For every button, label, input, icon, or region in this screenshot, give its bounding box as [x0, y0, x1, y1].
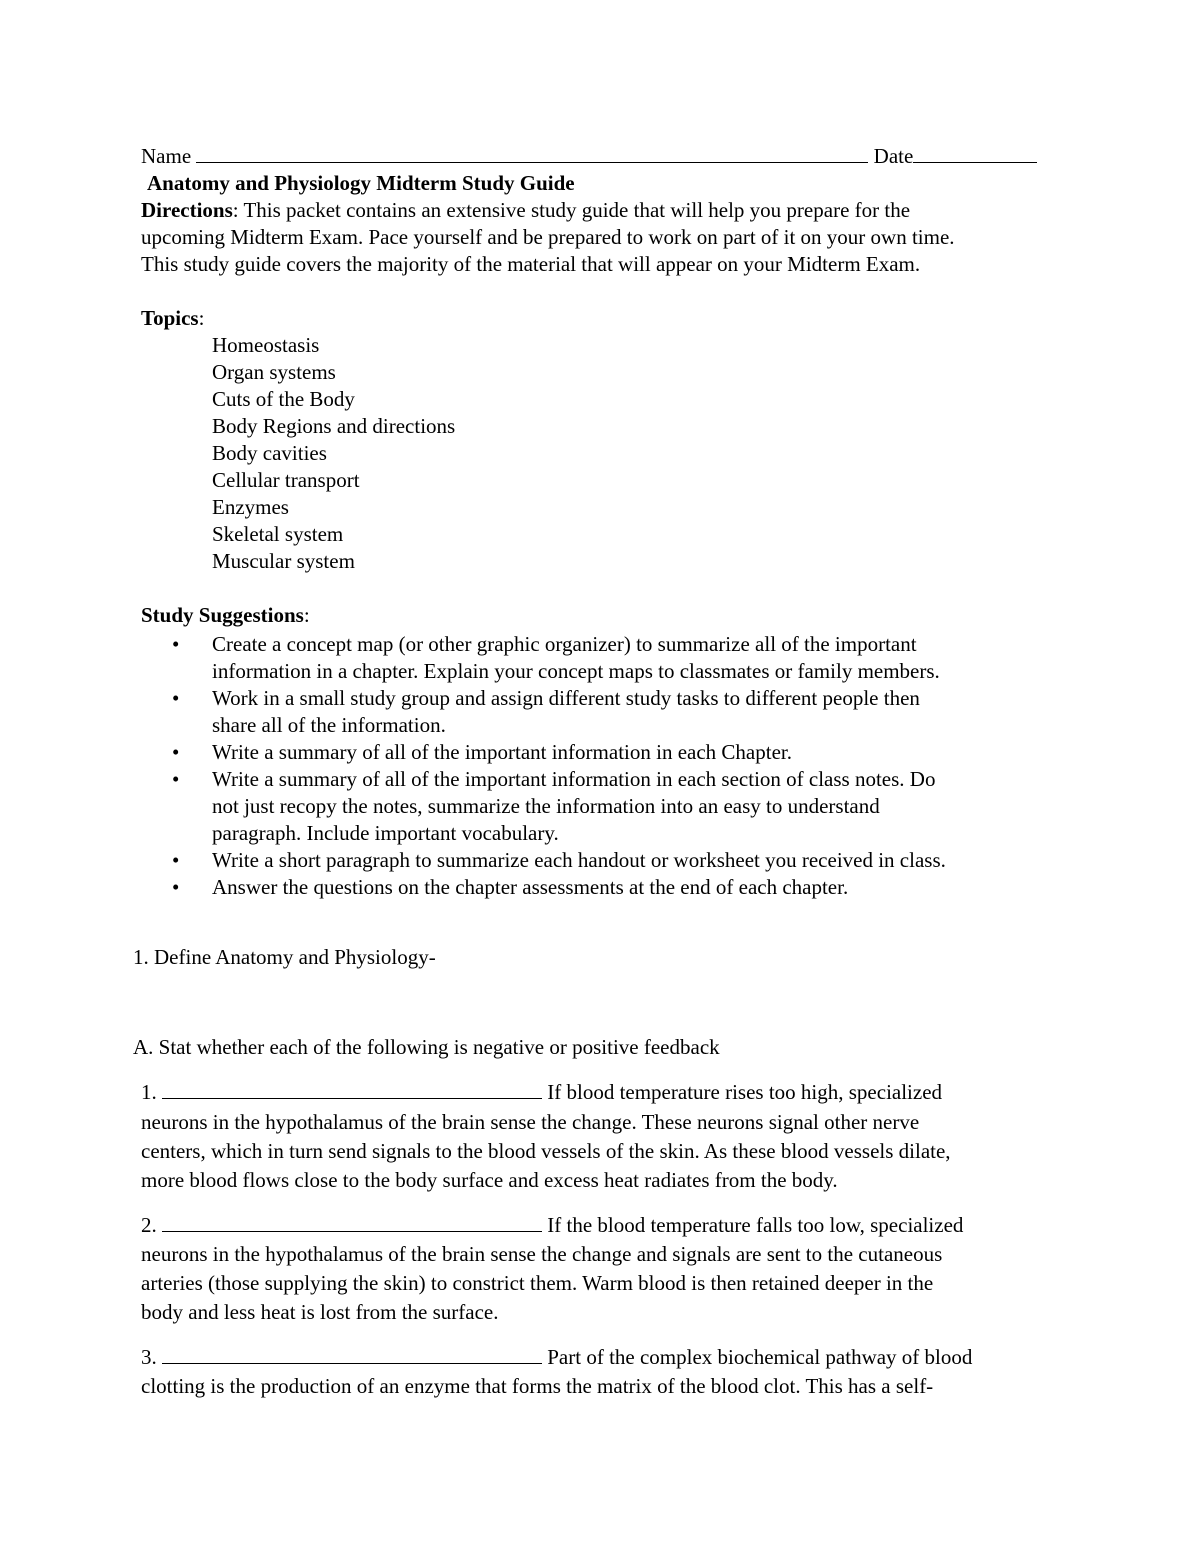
bullet-icon: • [172, 632, 180, 656]
answer-blank[interactable] [162, 1345, 542, 1364]
topic-item: Cuts of the Body [212, 387, 355, 411]
section-a-heading: A. Stat whether each of the following is negative or positive feedback [133, 1035, 720, 1059]
suggestions-heading [141, 602, 310, 629]
topic-item: Skeletal system [212, 522, 344, 546]
bullet-icon: • [172, 686, 180, 710]
item-text-line: arteries (those supplying the skin) to constrict them. Warm blood is then retained deeper in the [141, 1271, 934, 1295]
topic-item: Muscular system [212, 549, 355, 573]
suggestion-line: Work in a small study group and assign different study tasks to different people then [212, 686, 920, 710]
suggestion-line: Write a summary of all of the important information in each section of class notes. Do [212, 767, 936, 791]
topic-item: Cellular transport [212, 468, 360, 492]
bullet-icon: • [172, 740, 180, 764]
feedback-item-1 [141, 1079, 942, 1106]
topic-item: Body Regions and directions [212, 414, 456, 438]
document-title: Anatomy and Physiology Midterm Study Guide [147, 171, 575, 195]
suggestion-line: share all of the information. [212, 713, 446, 737]
suggestion-line: Answer the questions on the chapter assessments at the end of each chapter. [212, 875, 849, 899]
suggestion-line: Write a short paragraph to summarize each handout or worksheet you received in class. [212, 848, 946, 872]
item-text-line: centers, which in turn send signals to the blood vessels of the skin. As these blood vessels dilate, [141, 1139, 951, 1163]
topic-item: Organ systems [212, 360, 336, 384]
item-text: If the blood temperature falls too low, specialized [547, 1213, 964, 1237]
bullet-icon: • [172, 875, 180, 899]
suggestion-line: not just recopy the notes, summarize the information into an easy to understand [212, 794, 880, 818]
feedback-item-2 [141, 1212, 963, 1239]
item-number: 1. [141, 1080, 157, 1104]
suggestion-line: paragraph. Include important vocabulary. [212, 821, 559, 845]
topics-heading [141, 305, 204, 332]
date-blank[interactable] [913, 144, 1037, 163]
directions-line-3: This study guide covers the majority of the material that will appear on your Midterm Exam. [141, 252, 921, 276]
suggestion-line: Create a concept map (or other graphic organizer) to summarize all of the important [212, 632, 917, 656]
name-blank[interactable] [196, 144, 868, 163]
name-label: Name [141, 144, 192, 168]
answer-blank[interactable] [162, 1213, 542, 1232]
name-date-line [141, 143, 1037, 170]
bullet-icon: • [172, 848, 180, 872]
item-text-line: neurons in the hypothalamus of the brain sense the change. These neurons signal other nerve [141, 1110, 920, 1134]
feedback-item-3 [141, 1344, 972, 1371]
answer-blank[interactable] [162, 1080, 542, 1099]
suggestion-line: information in a chapter. Explain your concept maps to classmates or family members. [212, 659, 940, 683]
topic-item: Body cavities [212, 441, 327, 465]
date-label: Date [873, 144, 914, 168]
directions-label: Directions [141, 198, 233, 222]
bullet-icon: • [172, 767, 180, 791]
item-text-line: body and less heat is lost from the surface. [141, 1300, 499, 1324]
directions-line-1 [141, 197, 910, 224]
item-number: 2. [141, 1213, 157, 1237]
item-text: If blood temperature rises too high, specialized [547, 1080, 943, 1104]
item-text: Part of the complex biochemical pathway of blood [547, 1345, 973, 1369]
item-text-line: neurons in the hypothalamus of the brain sense the change and signals are sent to the cutaneous [141, 1242, 943, 1266]
topic-item: Enzymes [212, 495, 289, 519]
directions-text-1: : This packet contains an extensive study guide that will help you prepare for the [232, 198, 911, 222]
topic-item: Homeostasis [212, 333, 320, 357]
topics-colon: : [198, 306, 205, 330]
item-number: 3. [141, 1345, 157, 1369]
item-text-line: more blood flows close to the body surface and excess heat radiates from the body. [141, 1168, 838, 1192]
item-text-line: clotting is the production of an enzyme that forms the matrix of the blood clot. This has a self- [141, 1374, 934, 1398]
suggestion-line: Write a summary of all of the important information in each Chapter. [212, 740, 792, 764]
question-1: 1. Define Anatomy and Physiology- [133, 945, 436, 969]
suggestions-label: Study Suggestions [141, 603, 304, 627]
suggestions-colon: : [303, 603, 310, 627]
directions-line-2: upcoming Midterm Exam. Pace yourself and be prepared to work on part of it on your own time. [141, 225, 955, 249]
topics-label: Topics [141, 306, 199, 330]
